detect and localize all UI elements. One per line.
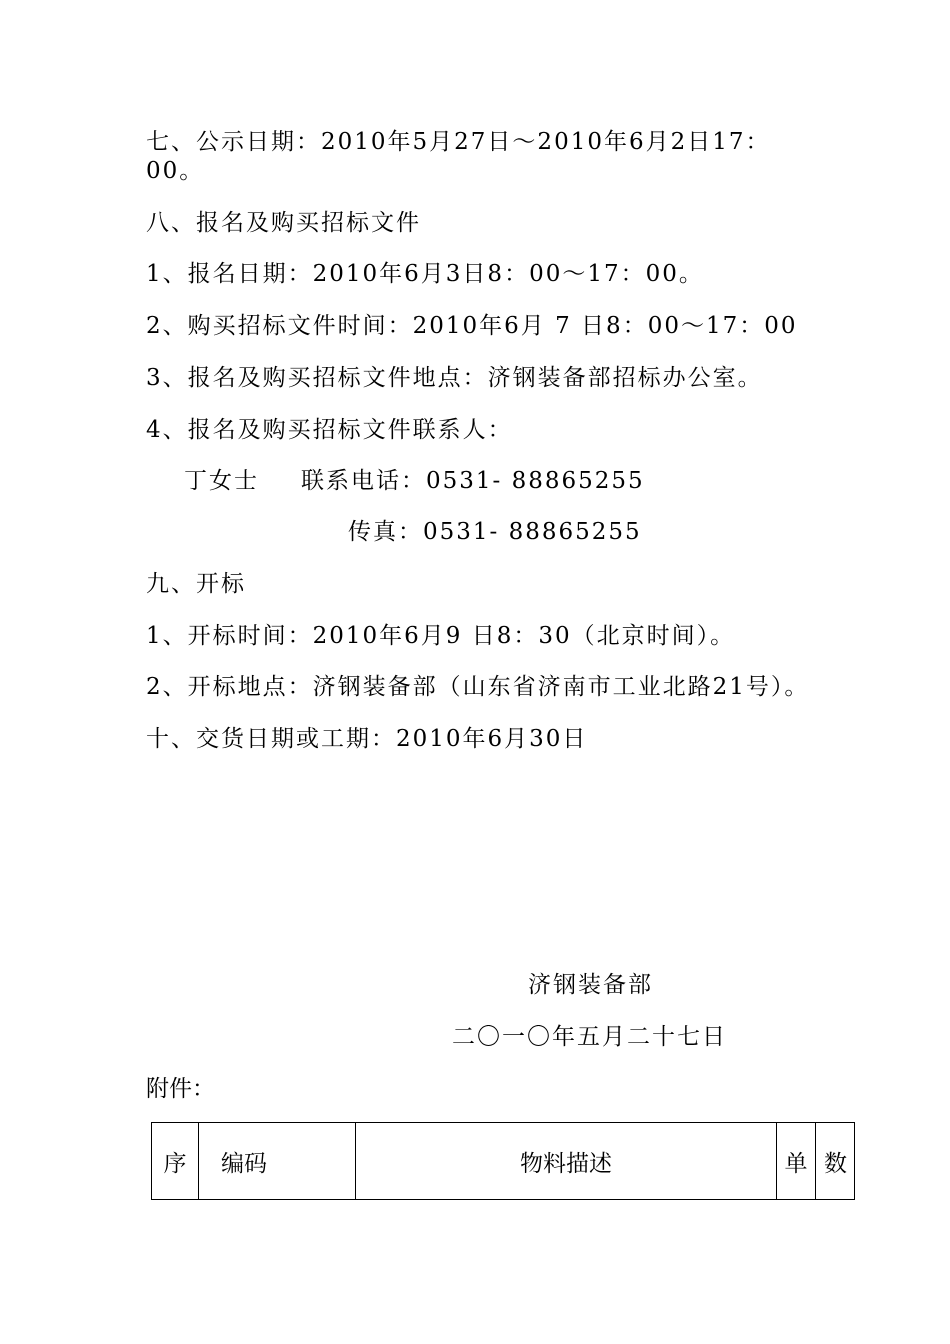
purchase-time-line: 2、购买招标文件时间：2010年6月 7 日8：00～17：00 — [146, 313, 798, 339]
header-description: 物料描述 — [356, 1123, 777, 1200]
opening-location-line: 2、开标地点：济钢装备部（山东省济南市工业北路21号）。 — [146, 674, 810, 700]
delivery-date-line: 十、交货日期或工期：2010年6月30日 — [146, 726, 588, 752]
registration-heading: 八、报名及购买招标文件 — [146, 210, 421, 236]
attachment-label: 附件： — [146, 1076, 215, 1102]
contact-fax: 传真：0531- 88865255 — [348, 519, 642, 545]
header-code: 编码 — [199, 1123, 356, 1200]
registration-date-line: 1、报名日期：2010年6月3日8：00～17：00。 — [146, 261, 704, 287]
signature-date: 二〇一〇年五月二十七日 — [452, 1024, 727, 1050]
signature-organization: 济钢装备部 — [528, 972, 653, 998]
opening-time-line: 1、开标时间：2010年6月9 日8：30（北京时间）。 — [146, 623, 736, 649]
contact-heading: 4、报名及购买招标文件联系人： — [146, 417, 513, 443]
publicity-period-line: 七、公示日期：2010年5月27日～2010年6月2日17： — [146, 129, 771, 155]
purchase-location-line: 3、报名及购买招标文件地点：济钢装备部招标办公室。 — [146, 365, 763, 391]
contact-line — [184, 466, 645, 496]
attachment-table — [151, 1122, 855, 1200]
opening-heading: 九、开标 — [146, 571, 246, 597]
header-quantity: 数 — [816, 1123, 855, 1200]
contact-name: 丁女士 — [184, 468, 259, 494]
publicity-period-line-continued: 00。 — [146, 158, 205, 184]
contact-phone: 联系电话：0531- 88865255 — [301, 468, 645, 494]
header-unit: 单 — [777, 1123, 816, 1200]
header-seq: 序 — [152, 1123, 199, 1200]
table-header-row — [152, 1123, 855, 1200]
